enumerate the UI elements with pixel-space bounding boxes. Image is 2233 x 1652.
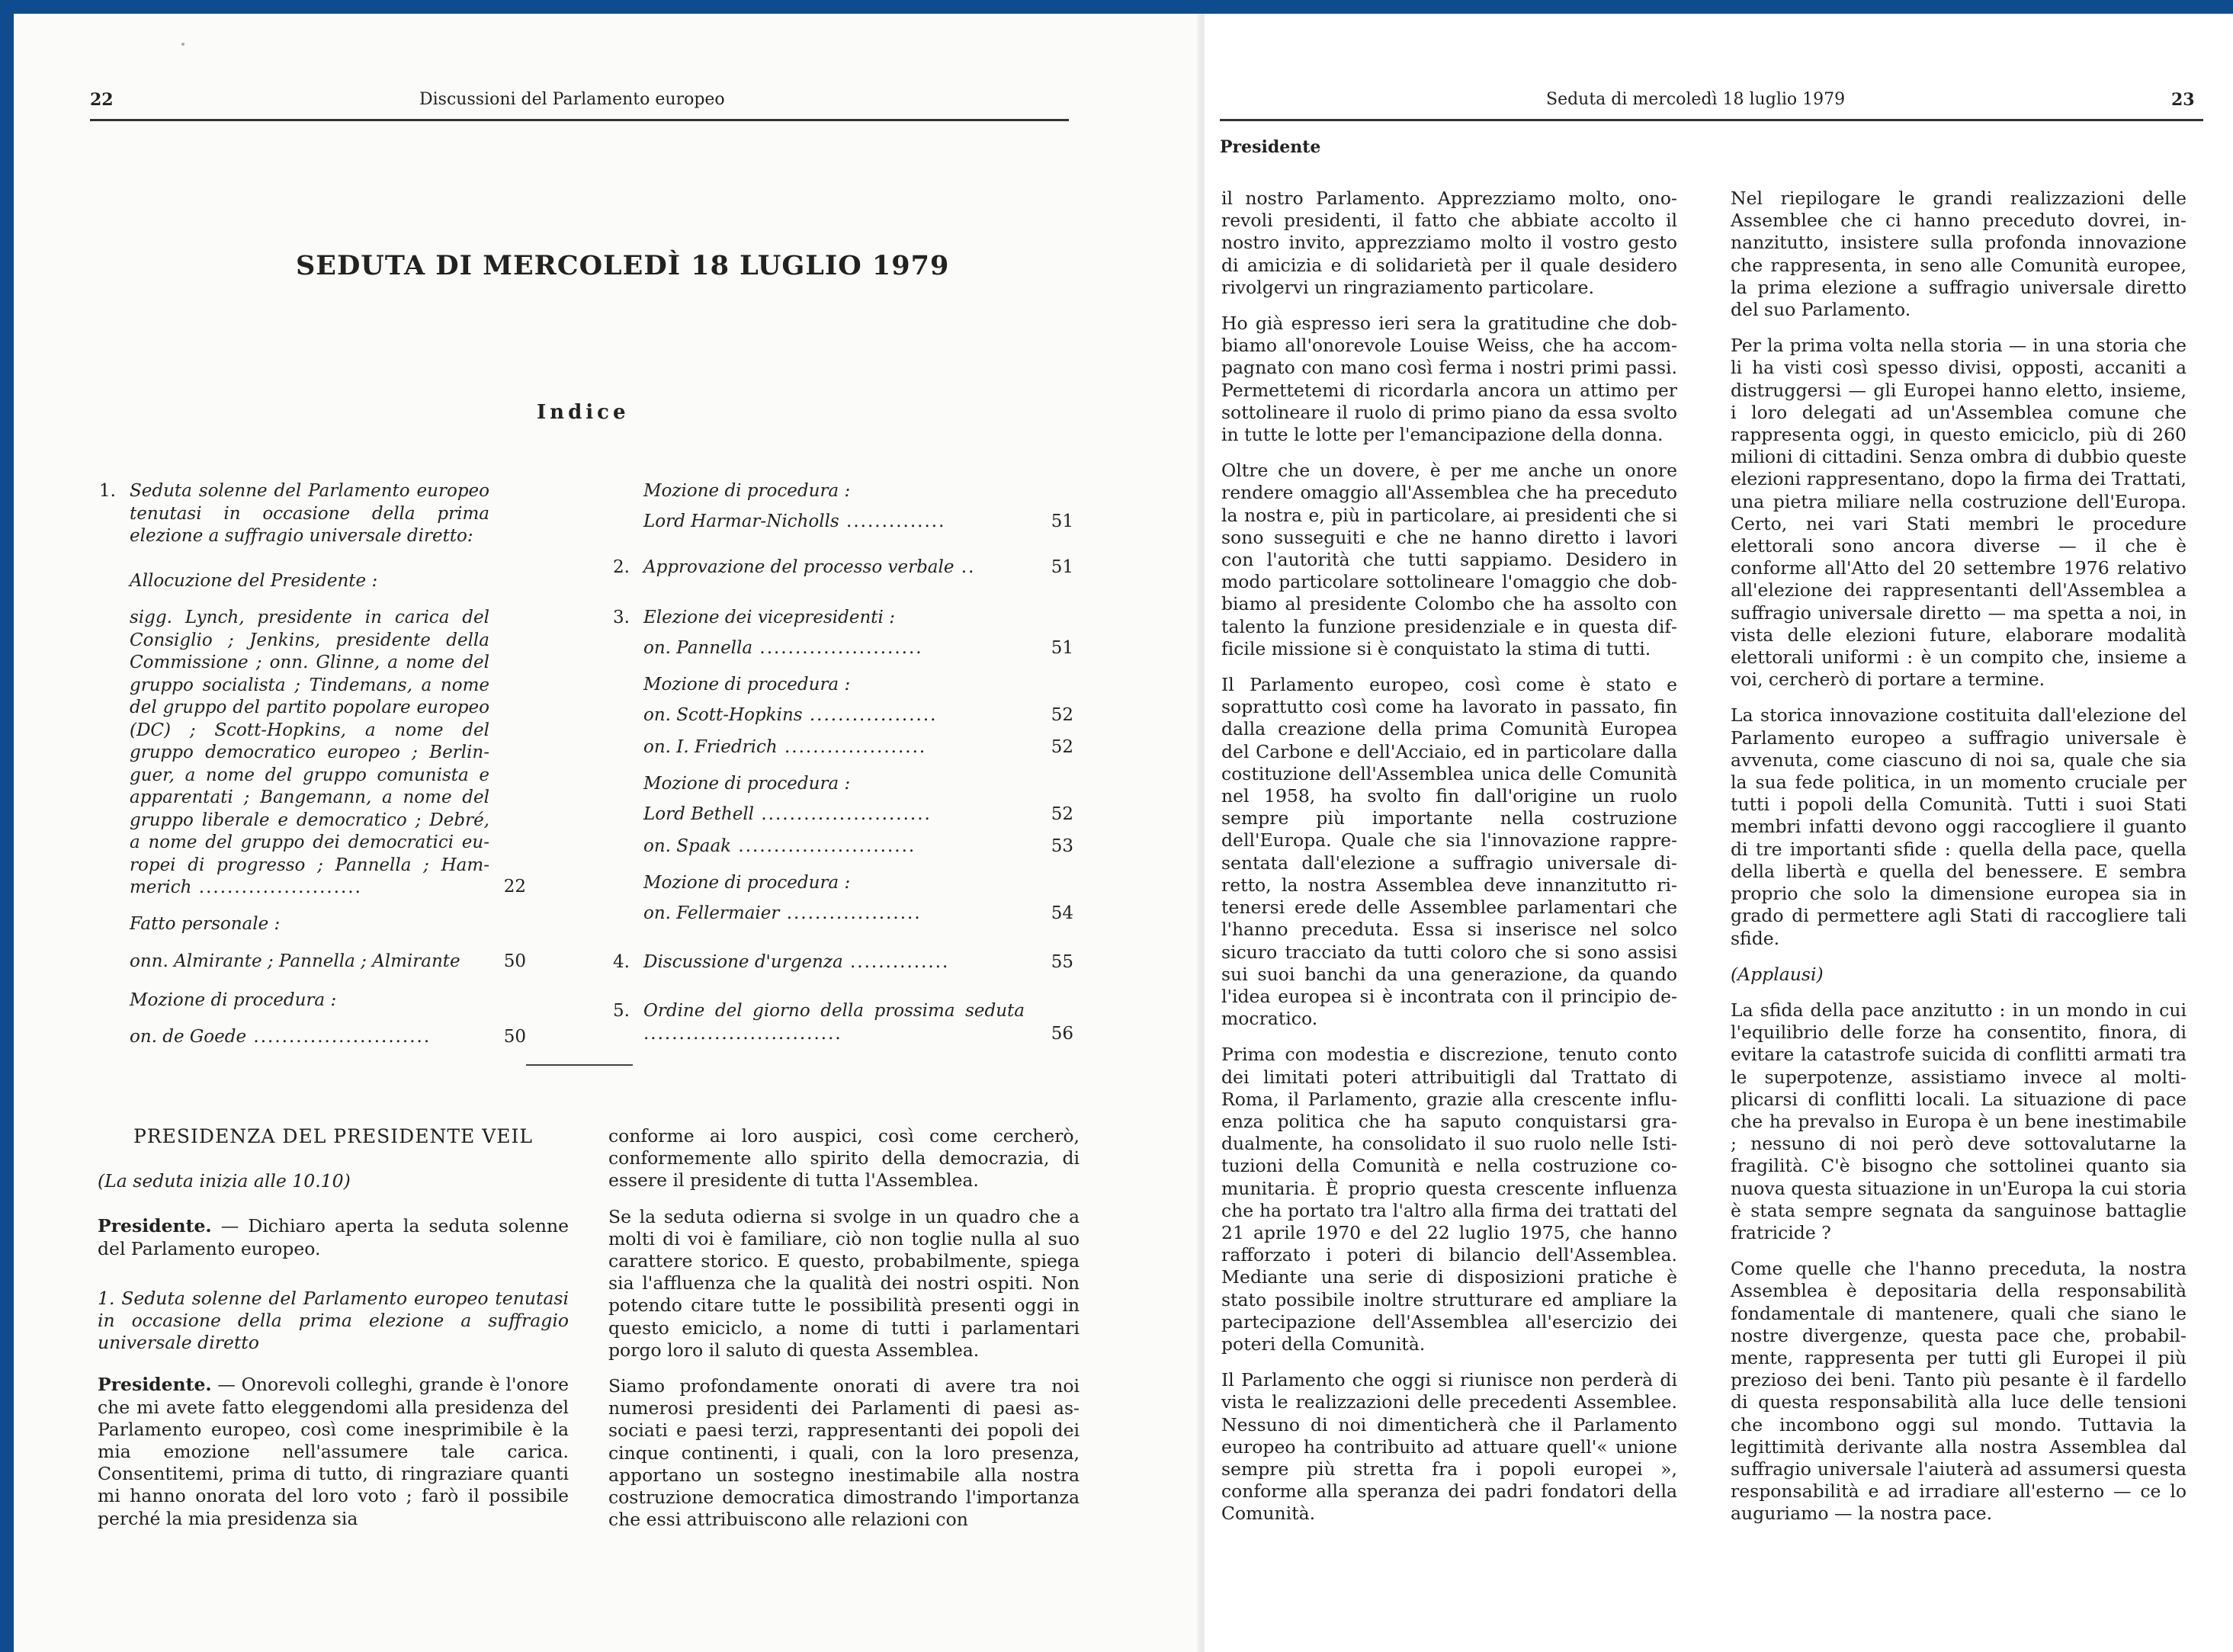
paragraph: conforme ai loro auspici, così come cercherò, conformemente allo spirito della democrazia, di essere il presidente di tutta l'Assemblea. bbox=[608, 1125, 1080, 1192]
toc-page: 50 bbox=[503, 951, 526, 971]
toc-entry: Seduta solenne del Parlamento europeo tenutasi in occasione della prima elezione a suffragio universale diretto: bbox=[130, 481, 489, 546]
toc-entry-text: Lord Harmar-Nicholls bbox=[643, 512, 839, 531]
toc-end-rule bbox=[526, 1064, 633, 1066]
toc-number: 2. bbox=[613, 557, 630, 577]
page-number-right: 23 bbox=[2171, 90, 2195, 110]
toc-entry: on. Scott-Hopkins .................. bbox=[643, 705, 938, 725]
toc-page: 51 bbox=[1051, 638, 1073, 658]
toc-subheading: Mozione di procedura : bbox=[643, 774, 851, 794]
toc-subheading: Fatto personale : bbox=[130, 914, 281, 934]
paragraph: Nel riepilogare le grandi realizzazioni delle Assemblee che ci hanno preceduto dovrei, innanzitutto, insistere sulla profonda innovazione che rappresenta, in seno alle Comunità europee, la prima elezione a suffragio universale diretto del suo Parlamento. bbox=[1731, 188, 2186, 321]
toc-entry: Ordine del giorno della prossima seduta ............................ bbox=[643, 1001, 1025, 1044]
paragraph-text: — Onorevoli colleghi, grande è l'onore che mi avete fatto eleggendomi alla presidenza del Parlamento europeo, così come inesprimibile è la mia emozione nell'assumere tale carica. Consentitemi, prima di tutto, di ringraziare quanti mi hanno onorata del loro voto ; farò il possibile perché la mia presidenza sia bbox=[98, 1374, 569, 1529]
right-page bbox=[1205, 14, 2233, 1652]
paragraph bbox=[98, 1215, 569, 1259]
left-body-column-1 bbox=[98, 1125, 569, 1544]
left-body-column-2 bbox=[608, 1125, 1080, 1545]
toc-page: 55 bbox=[1051, 952, 1073, 972]
paragraph: il nostro Parlamento. Apprezziamo molto, onorevoli presidenti, il fatto che abbiate accolto il nostro invito, apprezziamo molto il vostro gesto di amicizia e di solidarietà per il quale desidero rivolgervi un ringraziamento particolare. bbox=[1221, 188, 1677, 298]
toc-entry: Elezione dei vicepresidenti : bbox=[643, 608, 895, 627]
toc-entry: on. Pannella ....................... bbox=[643, 638, 923, 658]
toc-entry: on. Spaak ......................... bbox=[643, 836, 916, 856]
toc-entry-text: on. Fellermaier bbox=[643, 903, 780, 923]
toc-page: 52 bbox=[1051, 804, 1073, 824]
toc-page: 52 bbox=[1051, 737, 1073, 757]
agenda-item-heading: 1. Seduta solenne del Parlamento europeo tenutasi in occasione della prima elezione a suffragio universale diretto bbox=[98, 1287, 569, 1354]
toc-right-column bbox=[613, 480, 1086, 1060]
blue-frame-top bbox=[0, 0, 2233, 14]
toc-page: 53 bbox=[1051, 836, 1073, 856]
paragraph: Prima con modestia e discrezione, tenuto conto dei limitati poteri attribuitigli dal Trattato di Roma, il Parlamento, grazie alla crescente influenza politica che ha saputo conquistarsi gradualmente, ha consolidato il suo ruolo nelle Istituzioni della Comunità e nella costruzione comunitaria. È proprio questa crescente influenza che ha portato tra l'altro alla firma dei trattati del 21 aprile 1970 e del 22 luglio 1975, che hanno rafforzato i poteri di bilancio dell'Assemblea. Mediante una serie di disposizioni pratiche è stato possibile inoltre strutturare ed ampliare la partecipazione dell'Assemblea all'esercizio dei poteri della Comunità. bbox=[1221, 1044, 1677, 1355]
toc-entry: Lord Bethell ........................ bbox=[643, 804, 932, 824]
right-body-column-2 bbox=[1731, 188, 2186, 1539]
toc-entry-text: on. Spaak bbox=[643, 836, 732, 856]
toc-page: 50 bbox=[503, 1027, 526, 1047]
speaker-label: Presidente bbox=[1220, 137, 1321, 157]
right-body-column-1 bbox=[1221, 188, 1677, 1539]
toc-entry-text: Lord Bethell bbox=[643, 804, 755, 824]
toc-entry-text: on. de Goede bbox=[130, 1027, 247, 1047]
toc-entry: onn. Almirante ; Pannella ; Almirante bbox=[130, 951, 460, 971]
toc-page: 51 bbox=[1051, 512, 1073, 531]
toc-entry-text: Approvazione del processo verbale bbox=[643, 557, 954, 577]
paragraph: Se la seduta odierna si svolge in un quadro che a molti di voi è familiare, ciò non toglie nulla al suo carattere storico. E questo, probabilmente, spiega sia l'affluenza che la qualità dei nostri ospiti. Non potendo citare tutte le possibilità presenti oggi in questo emiciclo, a nome di tutti i parlamentari porgo loro il saluto di questa Assemblea. bbox=[608, 1205, 1080, 1361]
toc-entry-text: Discussione d'urgenza bbox=[643, 952, 843, 972]
toc-subheading: Allocuzione del Presidente : bbox=[130, 571, 378, 591]
header-rule-right bbox=[1220, 119, 2203, 121]
toc-entry: on. de Goede ......................... bbox=[130, 1027, 432, 1047]
toc-left-column bbox=[99, 480, 526, 1060]
session-opening-note: (La seduta inizia alle 10.10) bbox=[98, 1170, 351, 1192]
toc-number: 1. bbox=[99, 481, 116, 501]
speaker-name: Presidente. bbox=[98, 1374, 212, 1396]
toc-subheading: Mozione di procedura : bbox=[643, 675, 851, 694]
toc-entry: Lord Harmar-Nicholls .............. bbox=[643, 512, 946, 531]
page-number-left: 22 bbox=[90, 90, 114, 110]
left-page bbox=[14, 14, 1203, 1652]
paragraph: Ho già espresso ieri sera la gratitudine che dobbiamo all'onorevole Louise Weiss, che ha accompagnato con mano così ferma i nostri primi passi. Permettetemi di ricordarla ancora un attimo per sottolineare il ruolo di primo piano da essa svolto in tutte le lotte per l'emancipazione della donna. bbox=[1221, 313, 1677, 446]
toc-entry: on. I. Friedrich .................... bbox=[643, 737, 927, 757]
presidency-heading: PRESIDENZA DEL PRESIDENTE VEIL bbox=[133, 1125, 533, 1147]
toc-entry: Discussione d'urgenza .............. bbox=[643, 952, 950, 972]
toc-entry-speakers: sigg. Lynch, presidente in carica del Consiglio ; Jenkins, presidente della Commissione ; onn. Glinne, a nome del gruppo socialista ; Tindemans, a nome del gruppo del partito popolare europeo (DC) ; Scott-Hopkins, a nome del gruppo democratico europeo ; Berlinguer, a nome del gruppo comunista e apparentati ; Bangemann, a nome del gruppo liberale e democratico ; Debré, a nome del gruppo dei democratici europei di progresso ; Pannella ; Hammerich ....................... bbox=[130, 608, 489, 897]
speaker-name: Presidente. bbox=[98, 1215, 212, 1237]
paragraph: Il Parlamento che oggi si riunisce non perderà di vista le realizzazioni delle precedenti Assemblee. Nessuno di noi dimenticherà che il Parlamento europeo ha contribuito ad attuare quell'« unione sempre più stretta fra i popoli europei », conforme alla speranza dei padri fondatori della Comunità. bbox=[1221, 1369, 1677, 1525]
paragraph: Come quelle che l'hanno preceduta, la nostra Assemblea è depositaria della responsabilità fondamentale di mantenere, quali che siano le nostre divergenze, questa pace che, probabilmente, rappresenta per tutti gli Europei il più prezioso dei beni. Tanto più pesante è il fardello di questa responsabilità alla luce delle tensioni che incombono oggi sul mondo. Tuttavia la legittimità derivante alla nostra Assemblea dal suffragio universale l'aiuterà ad assumersi questa responsabilità e ad irradiare all'esterno — ce lo auguriamo — la nostra pace. bbox=[1731, 1258, 2186, 1525]
toc-entry-text: sigg. Lynch, presidente in carica del Consiglio ; Jenkins, presidente della Commissione ; onn. Glinne, a nome del gruppo socialista ; Tindemans, a nome del gruppo del partito popolare europeo (DC) ; Scott-Hopkins, a nome del gruppo democratico europeo ; Berlinguer, a nome del gruppo comunista e apparentati ; Bangemann, a nome del gruppo liberale e democratico ; Debré, a nome del gruppo dei democratici europei di progresso ; Pannella ; Hammerich bbox=[130, 608, 489, 897]
toc-subheading: Mozione di procedura : bbox=[130, 990, 337, 1010]
paragraph: La sfida della pace anzitutto : in un mondo in cui l'equilibrio delle forze ha consentito, finora, di evitare la catastrofe suicida di conflitti armati tra le superpotenze, assistiamo invece al moltiplicarsi di conflitti locali. La situazione di pace che ha prevalso in Europa è un bene inestimabile ; nessuno di noi però deve sottovalutarne la fragilità. C'è bisogno che sottolinei quanto sia nuova questa situazione in un'Europa la cui storia è stata sempre segnata da sanguinose battaglie fratricide ? bbox=[1731, 999, 2186, 1243]
toc-entry: Approvazione del processo verbale .. bbox=[643, 557, 976, 577]
toc-entry-text: on. I. Friedrich bbox=[643, 737, 778, 757]
toc-number: 3. bbox=[613, 608, 630, 627]
blue-frame-left bbox=[0, 0, 14, 1652]
toc-number: 4. bbox=[613, 952, 630, 972]
toc-subheading: Mozione di procedura : bbox=[643, 873, 851, 893]
paragraph: Il Parlamento europeo, così come è stato e soprattutto così come ha lavorato in passato, fin dalla creazione della prima Comunità Europea del Carbone e dell'Acciaio, ed in particolare dalla costituzione dell'Assemblea unica delle Comunità nel 1958, ha svolto fin dall'origine un ruolo sempre più importante nella costruzione dell'Europa. Quale che sia l'innovazione rappresentata dall'elezione a suffragio universale diretto, la nostra Assemblea deve innanzitutto ritenersi erede delle Assemblee parlamentari che l'hanno preceduta. Essa si inserisce nel solco sicuro tracciato da tutti coloro che si sono assisi sui suoi banchi da una generazione, da quando l'idea europea si è incontrata con il principio democratico. bbox=[1221, 674, 1677, 1030]
header-rule-left bbox=[90, 119, 1069, 121]
paragraph-text: — Dichiaro aperta la seduta solenne del Parlamento europeo. bbox=[98, 1215, 569, 1259]
paragraph bbox=[98, 1374, 569, 1529]
paragraph: Per la prima volta nella storia — in una storia che li ha visti così spesso divisi, opposti, accaniti a distruggersi — gli Europei hanno eletto, insieme, i loro delegati ad un'Assemblea comune che rappresenta oggi, in questo emiciclo, più di 260 milioni di cittadini. Senza ombra di dubbio queste elezioni rappresentano, dopo la firma dei Trattati, una pietra miliare nella costruzione dell'Europa. Certo, nei vari Stati membri le procedure elettorali sono ancora diverse — il che è conforme all'Atto del 20 settembre 1976 relativo all'elezione dei rappresentanti dell'Assemblea a suffragio universale diretto — ma spetta a noi, in vista delle elezioni future, elaborare modalità elettorali uniformi : è un compito che, insieme a voi, cercherò di portare a termine. bbox=[1731, 335, 2186, 691]
paragraph: La storica innovazione costituita dall'elezione del Parlamento europeo a suffragio universale è avvenuta, come ciascuno di noi sa, quale che sia la sua fede politica, in un momento cruciale per tutti i popoli della Comunità. Tutti i suoi Stati membri infatti devono oggi raccogliere il guanto di tre importanti sfide : quella della pace, quella della libertà e quella del benessere. E sembra proprio che solo la dimensione europea sia in grado di permettere agli Stati di raccogliere tali sfide. bbox=[1731, 704, 2186, 949]
session-title: SEDUTA DI MERCOLEDÌ 18 LUGLIO 1979 bbox=[296, 250, 950, 281]
running-head-right: Seduta di mercoledì 18 luglio 1979 bbox=[1546, 90, 1846, 109]
scan-speck bbox=[181, 43, 184, 46]
toc-entry-text: Ordine del giorno della prossima seduta bbox=[643, 1001, 1025, 1021]
index-heading: Indice bbox=[537, 401, 630, 424]
toc-page: 22 bbox=[503, 877, 526, 897]
toc-page: 56 bbox=[1051, 1024, 1073, 1044]
toc-page: 52 bbox=[1051, 705, 1073, 725]
toc-entry-text: on. Scott-Hopkins bbox=[643, 705, 803, 725]
paragraph: Siamo profondamente onorati di avere tra noi numerosi presidenti dei Parlamenti di paesi associati e paesi terzi, rappresentanti dei popoli dei cinque continenti, i quali, con la loro presenza, apportano un sostegno inestimabile alla nostra costruzione democratica dimostrando l'importanza che essi attribuiscono alle relazioni con bbox=[608, 1375, 1080, 1531]
toc-number: 5. bbox=[613, 1001, 630, 1021]
paragraph: Oltre che un dovere, è per me anche un onore rendere omaggio all'Assemblea che ha preceduto la nostra e, più in particolare, ai presidenti che si sono susseguiti e che ne hanno diretto i lavori con l'autorità che tutti sappiamo. Desidero in modo particolare sottolineare l'omaggio che dobbiamo al presidente Colombo che ha assolto con talento la funzione presidenziale e in questa difficile missione si è conquistato la stima di tutti. bbox=[1221, 460, 1677, 659]
applause-note: (Applausi) bbox=[1731, 963, 1824, 985]
running-head-left: Discussioni del Parlamento europeo bbox=[419, 90, 725, 109]
toc-entry: on. Fellermaier ................... bbox=[643, 903, 922, 923]
toc-subheading: Mozione di procedura : bbox=[643, 481, 851, 501]
toc-page: 54 bbox=[1051, 903, 1073, 923]
toc-page: 51 bbox=[1051, 557, 1073, 577]
toc-entry-text: on. Pannella bbox=[643, 638, 753, 658]
